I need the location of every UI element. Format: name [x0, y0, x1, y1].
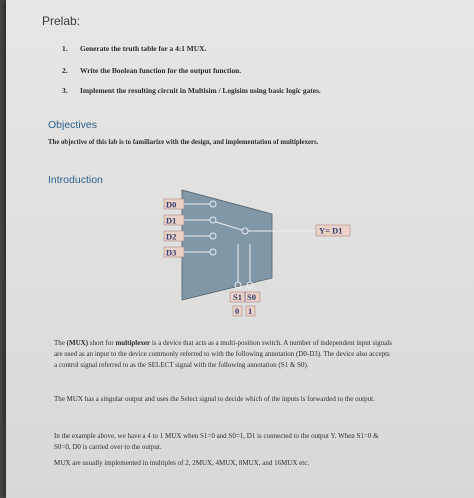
example-line1: In the example above, we have a 4 to 1 MUX when S1=0 and S0=1, D1 is connected to the output Y. When S1=0 & [54, 432, 379, 440]
select-value-s0: 1 [248, 306, 253, 316]
mux-description-line2: are used as an input to the device commonly referred to with the following annotation (D0-D3). The device also accepts [54, 350, 390, 358]
select-label-s1: S1 [233, 292, 242, 302]
objectives-text: The objective of this lab is to familiarize with the design, and implementation of multiplexers. [48, 139, 319, 146]
prelab-title: Prelab: [42, 14, 81, 28]
mux-description-line3: a control signal referred to as the SELECT signal with the following annotation (S1 & S0). [54, 361, 309, 369]
item-text: Implement the resulting circuit in Multisim / Logisim using basic logic gates. [80, 86, 321, 95]
mux-output-paragraph: The MUX has a singular output and uses the Select signal to decide which of the inputs is forwarded to the output. [54, 395, 375, 403]
select-value-s1: 0 [235, 306, 240, 316]
text-span: is a device that acts as a multi-position switch. A number of independent input signals [150, 339, 392, 347]
output-label: Y= D1 [319, 225, 343, 236]
prelab-item [62, 44, 206, 53]
item-number: 1. [62, 44, 68, 53]
item-text: Write the Boolean function for the output function. [80, 66, 242, 75]
mux-multiples-paragraph: MUX are usually implemented in multiples of 2, 2MUX, 4MUX, 8MUX, and 16MUX etc. [54, 459, 310, 467]
prelab-item [62, 86, 321, 95]
item-number: 3. [62, 86, 68, 95]
select-label-s0: S0 [247, 292, 256, 302]
text-bold-multiplexer: multiplexer [115, 339, 151, 347]
text-bold-mux: (MUX) [66, 339, 89, 347]
item-text: Generate the truth table for a 4:1 MUX. [80, 44, 207, 53]
input-label-d2: D2 [166, 231, 177, 242]
item-number: 2. [62, 66, 68, 75]
mux-body [182, 190, 272, 300]
introduction-heading: Introduction [48, 174, 103, 186]
lab-document-page [6, 0, 474, 498]
mux-diagram [156, 186, 356, 326]
prelab-item [62, 66, 241, 75]
input-label-d0: D0 [166, 199, 177, 210]
input-label-d1: D1 [166, 215, 177, 226]
example-line2: S0=0, D0 is carried over to the output. [54, 443, 162, 451]
objectives-heading: Objectives [48, 119, 98, 131]
text-span: The [54, 339, 67, 347]
text-span: short for [88, 339, 116, 347]
input-label-d3: D3 [166, 247, 177, 258]
mux-description-line1 [54, 338, 392, 349]
